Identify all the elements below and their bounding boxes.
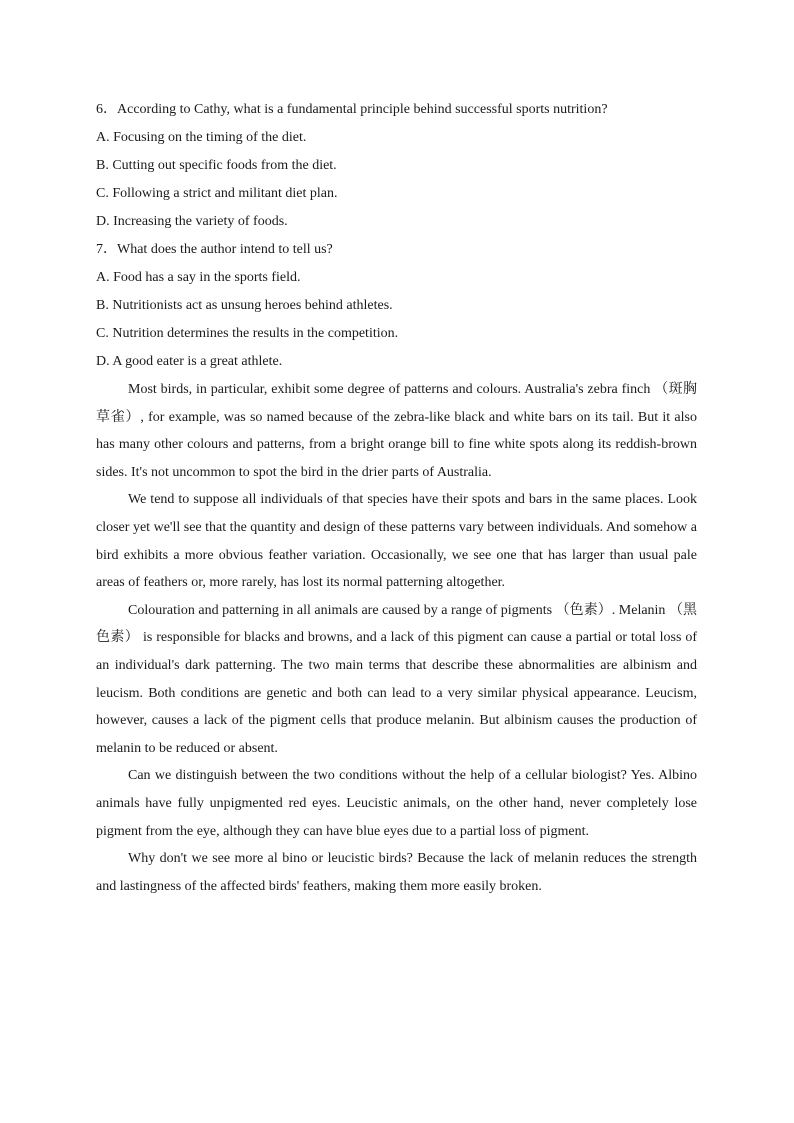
document-page — [96, 96, 697, 900]
question-7-option-c: C. Nutrition determines the results in the competition. — [96, 326, 399, 341]
question-7-option-b: B. Nutritionists act as unsung heroes behind athletes. — [96, 298, 393, 313]
question-6-option-d: D. Increasing the variety of foods. — [96, 214, 288, 229]
question-6-option-b: B. Cutting out specific foods from the diet. — [96, 158, 337, 173]
question-6-option-c: C. Following a strict and militant diet plan. — [96, 186, 338, 201]
question-7-stem: 7．What does the author intend to tell us? — [96, 242, 333, 257]
question-6-option-a: A. Focusing on the timing of the diet. — [96, 130, 307, 145]
passage-paragraph-4: Can we distinguish between the two conditions without the help of a cellular biologist? Yes. Albino animals have fully unpigmented red eyes. Leucistic animals, on the other hand, never completely lose pigment from the eye, although they can have blue eyes due to a partial loss of pigment. — [96, 768, 697, 839]
question-7-option-a: A. Food has a say in the sports field. — [96, 270, 301, 285]
passage-paragraph-3: Colouration and patterning in all animals are caused by a range of pigments （色素）. Melanin （黑色素） is responsible for blacks and browns, and a lack of this pigment can cause a partial or total loss of an individual's dark patterning. The two main terms that describe these abnormalities are albinism and leucism. Both conditions are genetic and both can lead to a very similar physical appearance. Leucism, however, causes a lack of the pigment cells that produce melanin. But albinism causes the production of melanin to be reduced or absent. — [96, 602, 697, 756]
question-6-stem: 6．According to Cathy, what is a fundamental principle behind successful sports nutrition? — [96, 102, 608, 117]
passage-paragraph-1: Most birds, in particular, exhibit some degree of patterns and colours. Australia's zebra finch （斑胸草雀）, for example, was so named because of the zebra-like black and white bars on its tail. But it also has many other colours and patterns, from a bright orange bill to fine white spots along its reddish-brown sides. It's not uncommon to spot the bird in the drier parts of Australia. — [96, 382, 697, 480]
passage-paragraph-5: Why don't we see more al bino or leucistic birds? Because the lack of melanin reduces the strength and lastingness of the affected birds' feathers, making them more easily broken. — [96, 851, 697, 894]
passage-paragraph-2: We tend to suppose all individuals of that species have their spots and bars in the same places. Look closer yet we'll see that the quantity and design of these patterns vary between individuals. And somehow a bird exhibits a more obvious feather variation. Occasionally, we see one that has larger than usual pale areas of feathers or, more rarely, has lost its normal patterning altogether. — [96, 492, 697, 591]
question-7-option-d: D. A good eater is a great athlete. — [96, 354, 283, 369]
